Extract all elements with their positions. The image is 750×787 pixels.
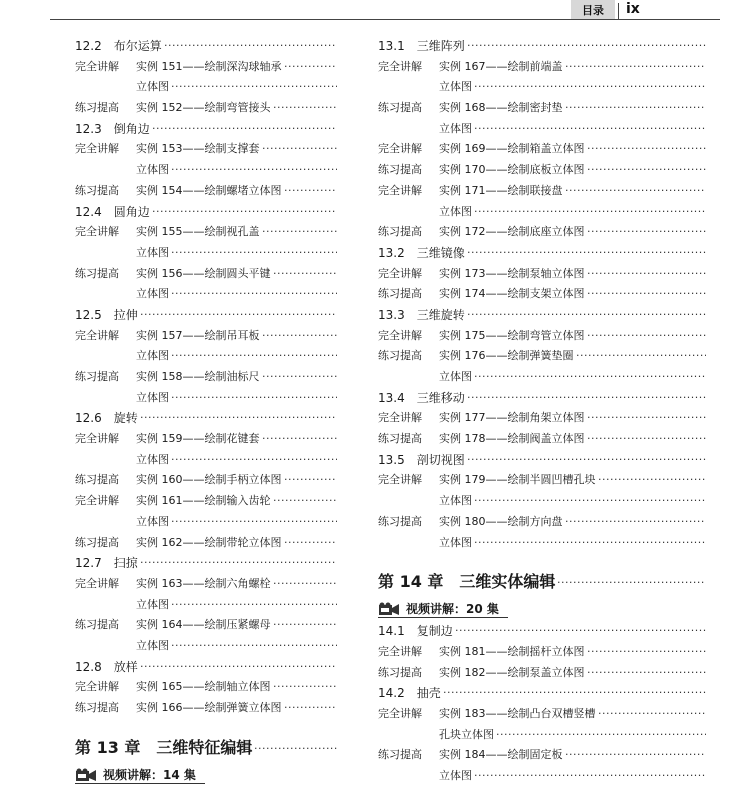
entry-category: 练习提高 [378,163,422,177]
example-continuation [75,243,337,264]
example-entry [75,326,337,347]
entry-category: 完全讲解 [75,59,119,73]
video-count [378,597,706,621]
leader-dots [474,367,706,388]
leader-dots [587,139,706,160]
example-title: 实例 176——绘制弹簧垫圈 [439,349,574,363]
example-title: 实例 174——绘制支架立体图 [439,287,585,301]
example-entry [75,139,337,160]
example-title: 实例 152——绘制弯管接头 [136,101,271,115]
entry-category: 完全讲解 [378,706,422,720]
toc-left-column [75,36,337,787]
continuation-text: 立体图 [136,638,169,652]
leader-dots [171,346,337,367]
leader-dots [565,512,706,533]
example-entry [378,429,706,450]
entry-category: 完全讲解 [75,576,119,590]
page-number: ix [626,1,640,17]
entry-category: 练习提高 [378,665,422,679]
leader-dots [262,367,337,388]
section-title: 12.5 拉伸 [75,307,138,322]
leader-dots [171,595,337,616]
example-title: 实例 159——绘制花键套 [136,432,260,446]
leader-dots [254,733,337,763]
example-continuation [75,595,337,616]
leader-dots [171,450,337,471]
example-continuation [75,450,337,471]
example-entry [378,326,706,347]
leader-dots [273,98,337,119]
leader-dots [262,429,337,450]
leader-dots [171,388,337,409]
chapter-title-text: 第 14 章 三维实体编辑 [378,572,556,592]
entry-category: 练习提高 [378,349,422,363]
section-title: 12.7 扫掠 [75,556,138,571]
entry-category: 练习提高 [378,514,422,528]
chapter-title [75,733,337,763]
section-heading [75,305,337,326]
example-title: 实例 153——绘制支撑套 [136,142,260,156]
example-title: 实例 163——绘制六角螺栓 [136,576,271,590]
leader-dots [576,346,706,367]
section-title: 12.6 旋转 [75,411,138,426]
example-title: 实例 179——绘制半圆凹槽孔块 [439,473,596,487]
leader-dots [587,326,706,347]
example-entry [75,98,337,119]
example-continuation [378,533,706,554]
continuation-text: 立体图 [136,245,169,259]
leader-dots [152,119,337,140]
example-entry [378,264,706,285]
example-entry [75,533,337,554]
leader-dots [467,243,706,264]
leader-dots [171,512,337,533]
section-title: 14.1 复制边 [378,624,453,639]
continuation-text: 立体图 [439,769,472,782]
entry-category: 完全讲解 [378,59,422,73]
leader-dots [587,160,706,181]
leader-dots [467,305,706,326]
leader-dots [474,533,706,554]
example-entry [75,574,337,595]
entry-category: 练习提高 [378,225,422,239]
example-title: 实例 167——绘制前端盖 [439,59,563,73]
section-heading [378,388,706,409]
entry-category: 完全讲解 [75,680,119,694]
example-entry [378,57,706,78]
leader-dots [284,533,337,554]
continuation-text: 立体图 [136,349,169,363]
leader-dots [140,657,337,678]
example-title: 实例 183——绘制凸台双槽竖槽 [439,706,596,720]
example-continuation [378,491,706,512]
example-entry [75,698,337,719]
leader-dots [587,222,706,243]
example-title: 实例 171——绘制联接盘 [439,183,563,197]
chapter-title-text: 第 13 章 三维特征编辑 [75,737,253,757]
entry-category: 练习提高 [378,432,422,446]
leader-dots [273,574,337,595]
video-camera-icon [75,768,97,782]
leader-dots [474,119,706,140]
continuation-text: 立体图 [439,80,472,94]
example-entry [75,470,337,491]
entry-category: 完全讲解 [75,142,119,156]
entry-category: 练习提高 [378,748,422,762]
section-heading [75,408,337,429]
chapter-title [378,567,706,597]
example-continuation [378,725,706,746]
example-title: 实例 162——绘制带轮立体图 [136,535,282,549]
example-continuation [75,512,337,533]
entry-category: 练习提高 [378,287,422,301]
leader-dots [443,683,706,704]
example-entry [378,284,706,305]
entry-category: 练习提高 [75,618,119,632]
section-heading [378,621,706,642]
leader-dots [587,264,706,285]
example-entry [75,264,337,285]
leader-dots [284,470,337,491]
example-title: 实例 184——绘制固定板 [439,748,563,762]
example-entry [378,98,706,119]
leader-dots [284,698,337,719]
example-title: 实例 156——绘制圆头平键 [136,266,271,280]
leader-dots [474,491,706,512]
example-entry [75,367,337,388]
leader-dots [587,663,706,684]
entry-category: 完全讲解 [378,328,422,342]
leader-dots [587,284,706,305]
entry-category: 完全讲解 [378,266,422,280]
header-divider [618,3,619,19]
example-title: 实例 154——绘制螺堵立体图 [136,183,282,197]
leader-dots [565,57,706,78]
example-entry [378,470,706,491]
example-continuation [75,388,337,409]
leader-dots [565,98,706,119]
example-continuation [75,160,337,181]
section-title: 13.5 剖切视图 [378,452,465,467]
leader-dots [587,429,706,450]
example-continuation [378,77,706,98]
entry-category: 练习提高 [75,473,119,487]
entry-category: 练习提高 [75,701,119,714]
example-title: 实例 181——绘制摇杆立体图 [439,644,585,658]
example-title: 实例 157——绘制吊耳板 [136,328,260,342]
video-camera-icon [378,602,400,616]
leader-dots [565,181,706,202]
leader-dots [171,243,337,264]
leader-dots [587,642,706,663]
example-title: 实例 177——绘制角架立体图 [439,411,585,425]
example-title: 实例 175——绘制弯管立体图 [439,328,585,342]
example-entry [378,222,706,243]
section-heading [75,36,337,57]
example-title: 实例 180——绘制方向盘 [439,514,563,528]
video-count-text: 视频讲解：20 集 [406,602,499,617]
leader-dots [587,408,706,429]
example-title: 实例 182——绘制泵盖立体图 [439,665,585,679]
example-entry [378,512,706,533]
toc-right-column [378,36,706,787]
example-title: 实例 168——绘制密封垫 [439,101,563,115]
example-entry [378,704,706,725]
section-heading [75,657,337,678]
entry-category: 完全讲解 [378,142,422,156]
example-entry [75,181,337,202]
example-title: 实例 169——绘制箱盖立体图 [439,142,585,156]
leader-dots [474,202,706,223]
example-entry [378,160,706,181]
leader-dots [565,745,706,766]
leader-dots [140,305,337,326]
entry-category: 练习提高 [75,266,119,280]
example-title: 实例 173——绘制泵轴立体图 [439,266,585,280]
section-title: 12.3 倒角边 [75,121,150,136]
section-heading [75,119,337,140]
leader-dots [152,202,337,223]
entry-category: 练习提高 [75,370,119,383]
entry-category: 练习提高 [75,535,119,549]
leader-dots [273,491,337,512]
entry-category: 完全讲解 [75,328,119,342]
entry-category: 练习提高 [75,183,119,197]
example-entry [378,181,706,202]
section-title: 13.3 三维旋转 [378,307,465,322]
example-title: 实例 160——绘制手柄立体图 [136,473,282,487]
leader-dots [171,636,337,657]
section-heading [75,202,337,223]
leader-dots [284,181,337,202]
section-title: 13.1 三维阵列 [378,39,465,53]
leader-dots [284,57,337,78]
example-title: 实例 161——绘制输入齿轮 [136,494,271,508]
entry-category: 练习提高 [75,101,119,115]
leader-dots [474,77,706,98]
example-title: 实例 172——绘制底座立体图 [439,225,585,239]
section-heading [378,36,706,57]
example-entry [378,663,706,684]
section-heading [75,553,337,574]
leader-dots [273,677,337,698]
example-continuation [378,119,706,140]
example-continuation [75,284,337,305]
leader-dots [171,160,337,181]
continuation-text: 立体图 [439,494,472,508]
example-entry [378,642,706,663]
leader-dots [262,222,337,243]
example-title: 实例 178——绘制阀盖立体图 [439,432,585,446]
continuation-text: 立体图 [439,370,472,383]
continuation-text: 立体图 [439,121,472,135]
leader-dots [262,326,337,347]
example-title: 实例 166——绘制弹簧立体图 [136,701,282,714]
continuation-text: 立体图 [136,514,169,528]
video-underline [378,617,508,618]
example-entry [75,677,337,698]
example-entry [378,346,706,367]
entry-category: 完全讲解 [75,494,119,508]
video-count-text: 视频讲解：14 集 [103,767,196,782]
section-title: 13.2 三维镜像 [378,245,465,260]
section-title: 13.4 三维移动 [378,390,465,405]
continuation-text: 立体图 [136,390,169,404]
leader-dots [171,77,337,98]
example-title: 实例 158——绘制油标尺 [136,370,260,383]
section-heading [378,683,706,704]
continuation-text: 立体图 [439,204,472,218]
example-title: 实例 165——绘制轴立体图 [136,680,271,694]
entry-category: 完全讲解 [75,225,119,239]
example-entry [378,139,706,160]
leader-dots [598,470,706,491]
section-heading [378,305,706,326]
leader-dots [467,36,706,57]
leader-dots [140,553,337,574]
example-entry [75,57,337,78]
section-title: 14.2 抽壳 [378,686,441,701]
example-title: 实例 155——绘制视孔盖 [136,225,260,239]
continuation-text: 立体图 [136,452,169,466]
example-title: 实例 170——绘制底板立体图 [439,163,585,177]
leader-dots [467,388,706,409]
example-title: 实例 151——绘制深沟球轴承 [136,59,282,73]
entry-category: 完全讲解 [378,411,422,425]
leader-dots [557,567,706,597]
leader-dots [273,264,337,285]
example-entry [75,615,337,636]
leader-dots [598,704,706,725]
example-continuation [75,346,337,367]
continuation-text: 孔块立体图 [439,727,494,741]
example-entry [378,408,706,429]
continuation-text: 立体图 [136,163,169,177]
header-rule [50,19,720,20]
leader-dots [496,725,706,746]
section-heading [378,450,706,471]
continuation-text: 立体图 [136,80,169,94]
leader-dots [164,36,337,57]
entry-category: 完全讲解 [378,644,422,658]
example-continuation [378,367,706,388]
section-title: 12.8 放样 [75,659,138,674]
example-continuation [75,636,337,657]
leader-dots [455,621,706,642]
video-count [75,763,337,787]
leader-dots [171,284,337,305]
example-title: 实例 164——绘制压紧螺母 [136,618,271,632]
example-entry [75,491,337,512]
continuation-text: 立体图 [136,597,169,611]
leader-dots [262,139,337,160]
leader-dots [273,615,337,636]
leader-dots [140,408,337,429]
example-continuation [378,202,706,223]
continuation-text: 立体图 [439,535,472,549]
entry-category: 练习提高 [378,101,422,115]
section-heading [378,243,706,264]
entry-category: 完全讲解 [378,183,422,197]
entry-category: 完全讲解 [75,432,119,446]
example-entry [75,429,337,450]
header-tab: 目录 [571,0,615,19]
section-title: 12.4 圆角边 [75,204,150,219]
continuation-text: 立体图 [136,287,169,301]
example-entry [75,222,337,243]
entry-category: 完全讲解 [378,473,422,487]
example-entry [378,745,706,766]
example-continuation [75,77,337,98]
leader-dots [467,450,706,471]
section-title: 12.2 布尔运算 [75,39,162,53]
